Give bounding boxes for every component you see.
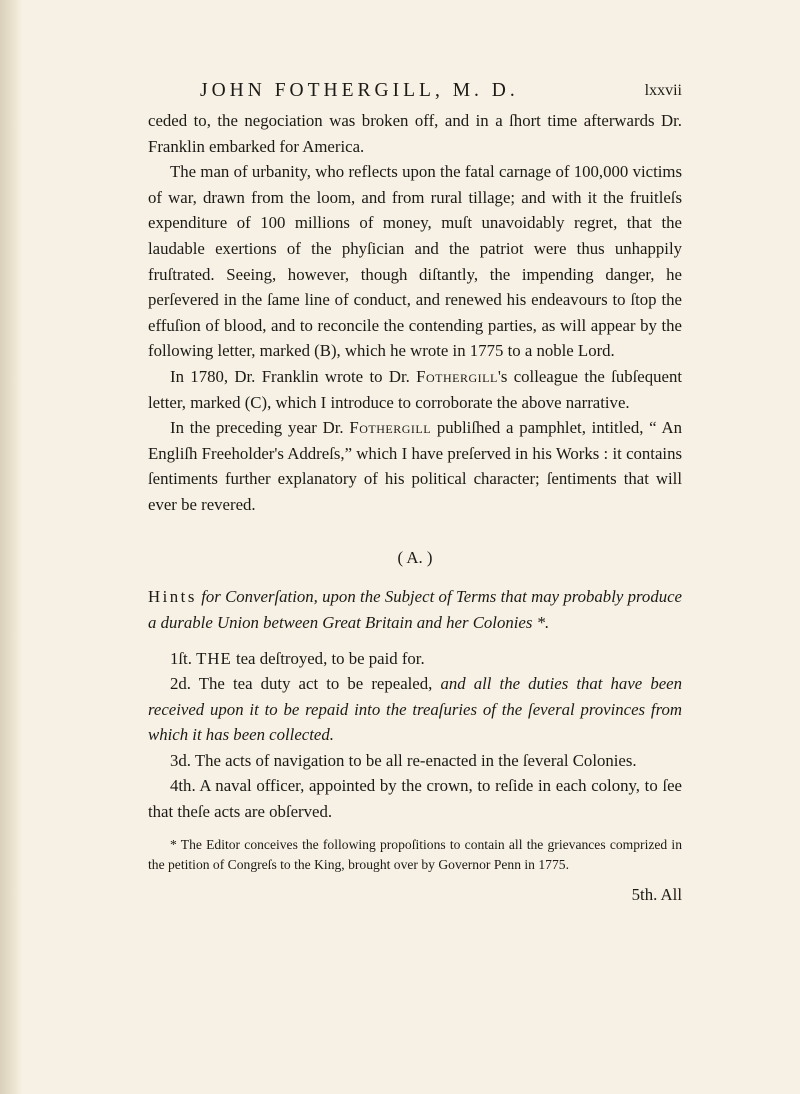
paragraph-1780-letter: In 1780, Dr. Franklin wrote to Dr. Fothergill's colleague the ſubſequent letter, marked (C), which I introduce to corroborate the above narrative.	[148, 366, 682, 412]
catchword: 5th. All	[631, 884, 682, 904]
page-number: lxxvii	[644, 82, 682, 99]
running-title: JOHN FOTHERGILL, M. D.	[200, 80, 519, 101]
footnote: * The Editor conceives the following propoſitions to contain all the grievances comprized in the petition of Congreſs to the King, brought over by Governor Penn in 1775.	[148, 836, 682, 872]
item-second: 2d. The tea duty act to be repealed, and all the duties that have been received upon it to be repaid into the treaſuries of the ſeveral provinces from which it has been collected.	[148, 674, 682, 745]
name-small-caps: Fothergill	[349, 418, 432, 438]
running-header	[148, 74, 682, 108]
paragraph-urbanity: The man of urbanity, who reflects upon the fatal carnage of 100,000 victims of war, drawn from the loom, and from rural tillage; and with it the fruitleſs expenditure of 100 millions of money, muſt unavoidably regret, that the laudable exertions of the phyſician and the patriot were thus unhappily fruſtrated. Seeing, however, though diſtantly, the impending danger, he perſevered in the ſame line of conduct, and renewed his endeavours to ſtop the effuſion of blood, and to reconcile the contending parties, as will appear by the following letter, marked (B), which he wrote in 1775 to a noble Lord.	[148, 162, 682, 361]
item-fourth: 4th. A naval officer, appointed by the crown, to reſide in each colony, to ſee that theſe acts are obſerved.	[148, 776, 682, 822]
item-third: 3d. The acts of navigation to be all re-enacted in the ſeveral Colonies.	[170, 750, 637, 770]
paragraph-continued: ceded to, the negociation was broken off, and in a ſhort time afterwards Dr. Franklin embarked for America.	[148, 111, 682, 156]
hints-title: Hints for Converſation, upon the Subject of Terms that may probably produce a durable Union between Great Britain and her Colonies *.	[148, 586, 682, 632]
letter-label: ( A. )	[397, 547, 433, 567]
name-small-caps: Fothergill	[416, 366, 498, 386]
item-first: 1ſt. THE tea deſtroyed, to be paid for.	[170, 648, 425, 668]
page-gutter-shadow	[0, 0, 22, 1094]
paragraph-pamphlet: In the preceding year Dr. Fothergill publiſhed a pamphlet, intitled, “ An Engliſh Freeholder's Addreſs,” which I have preſerved in his Works : it contains ſentiments further explanatory of his political character; ſentiments that will ever be revered.	[148, 418, 683, 514]
book-page	[148, 74, 682, 905]
